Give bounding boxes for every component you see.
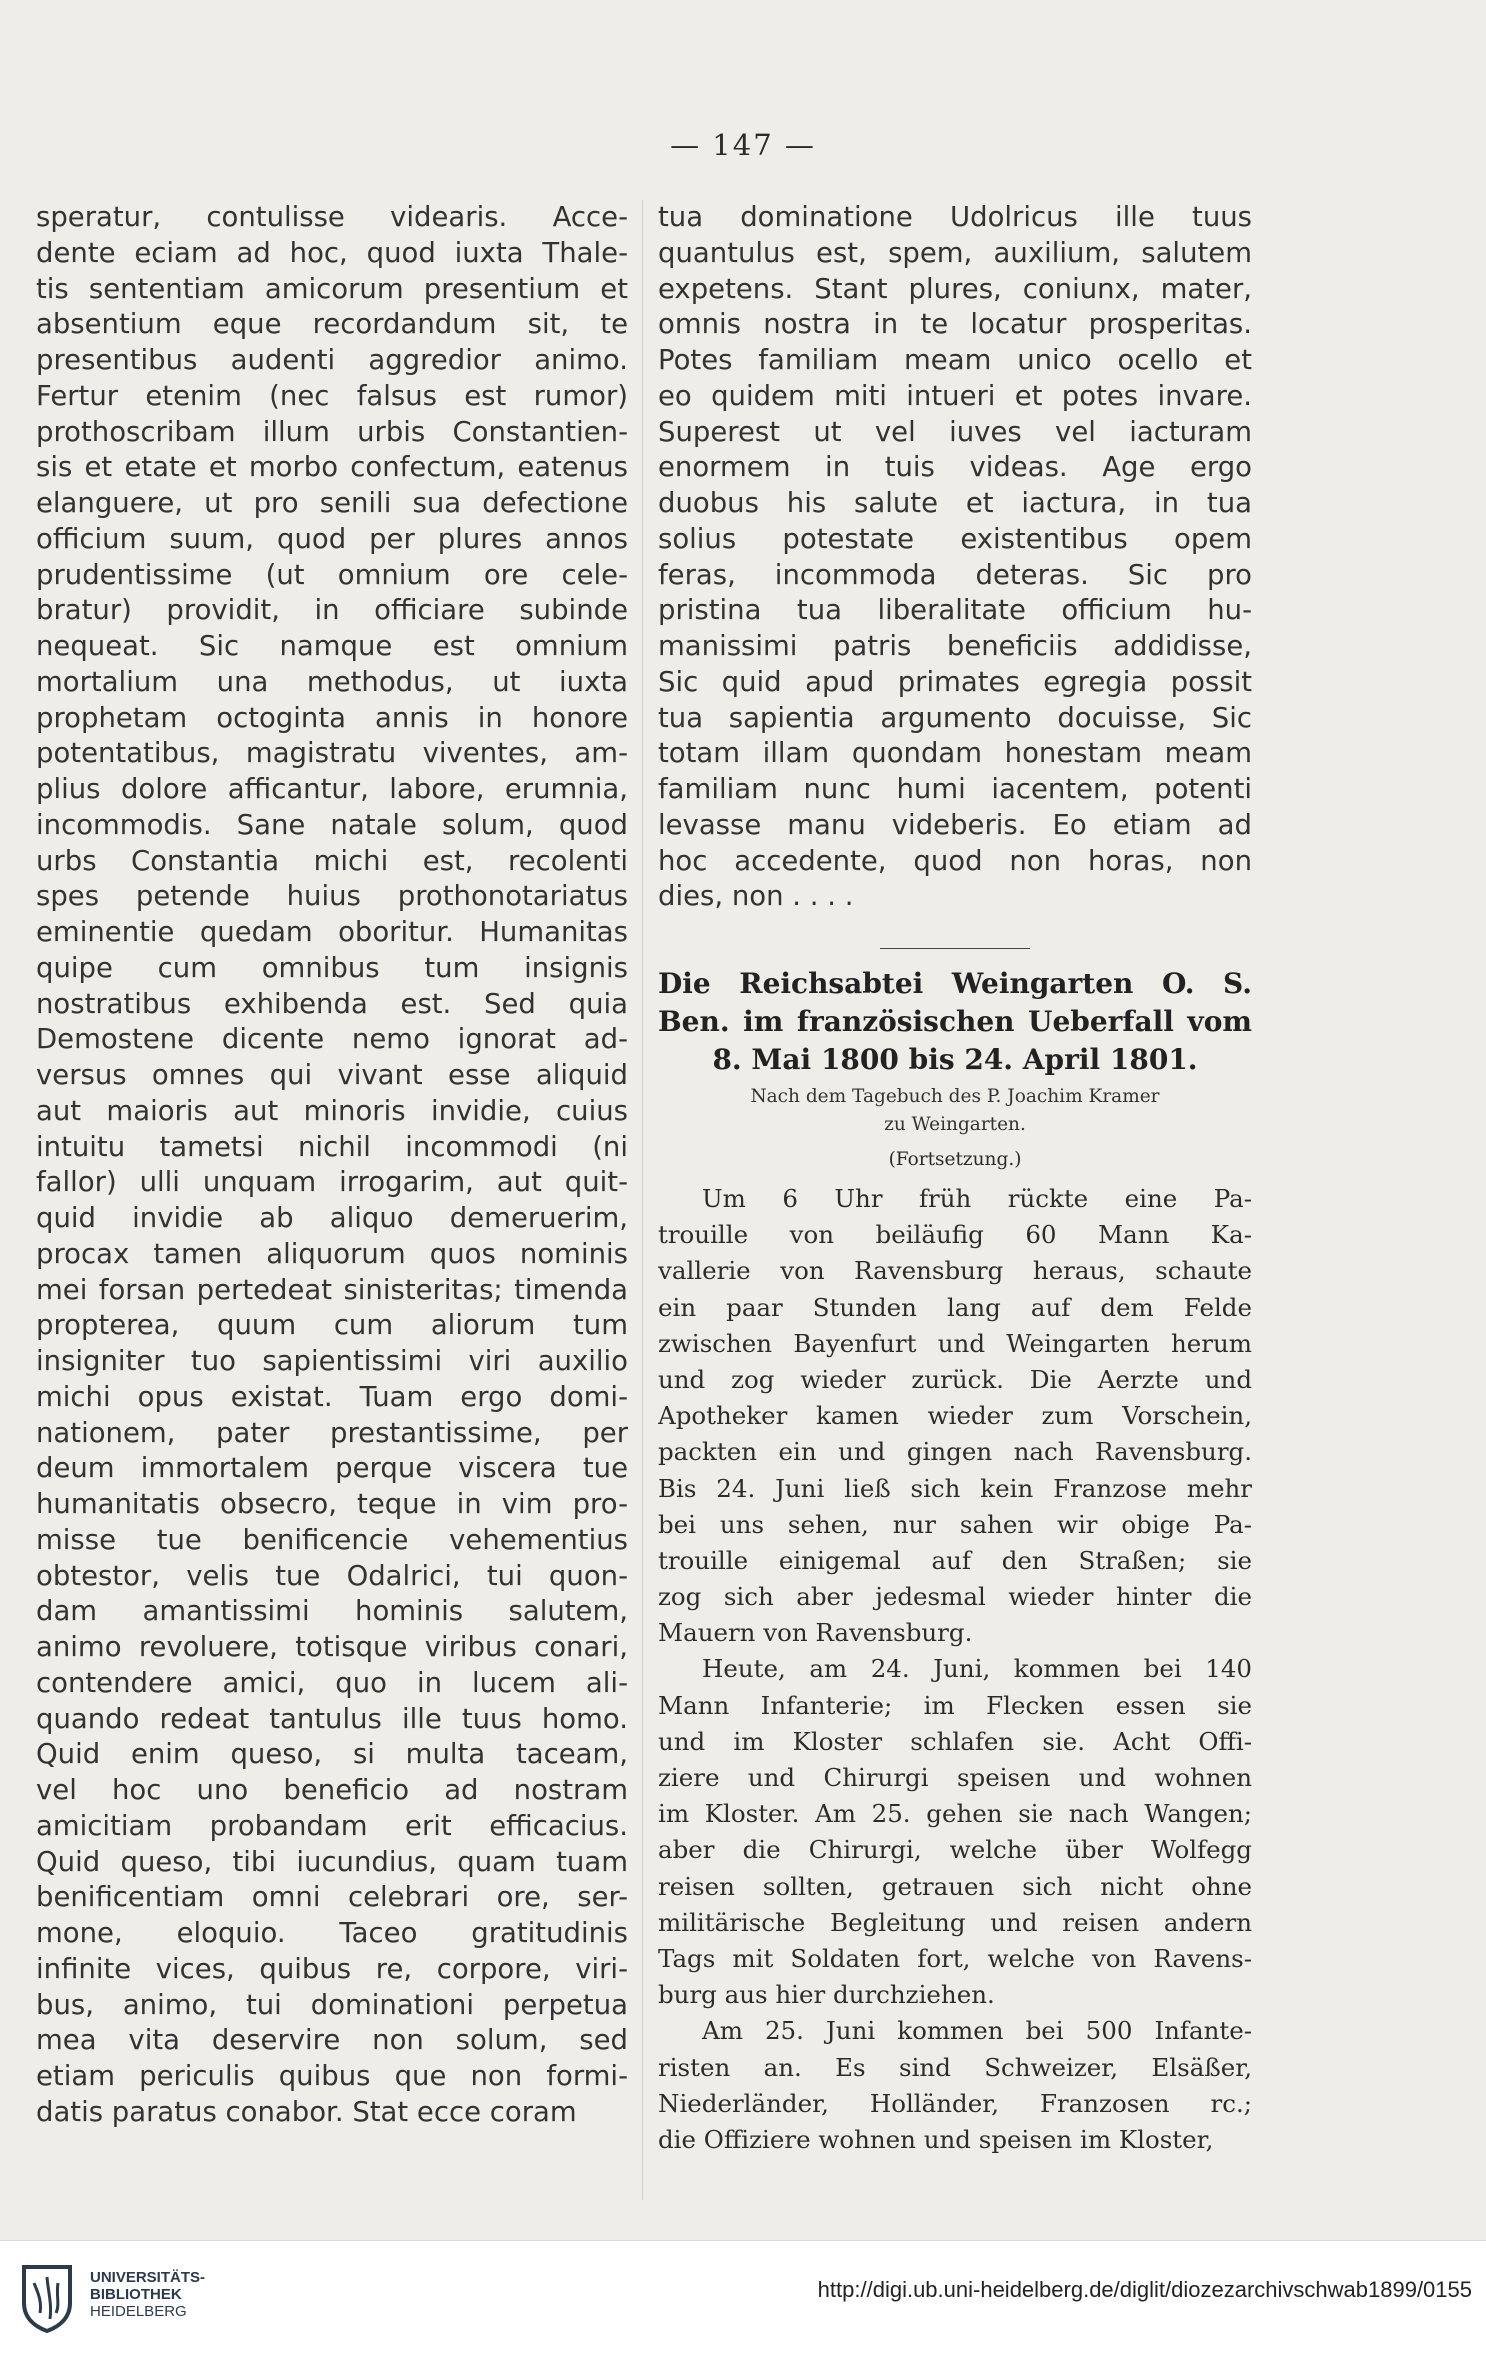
page-number: — 147 — bbox=[670, 128, 816, 162]
text-line: insigniter tuo sapientissimi viri auxilio bbox=[36, 1345, 628, 1377]
text-line: nostratibus exhibenda est. Sed quia bbox=[36, 987, 628, 1020]
text-line: mone, eloquio. Taceo gratitudinis bbox=[36, 1917, 628, 1949]
text-line: misse tue benificencie vehementius bbox=[36, 1523, 628, 1556]
text-line: manissimi patris beneficiis addidisse, bbox=[658, 630, 1252, 662]
text-line: infinite vices, quibus re, corpore, viri- bbox=[36, 1952, 628, 1985]
text-line: tua sapientia argumento docuisse, Sic bbox=[658, 701, 1252, 734]
text-line: nequeat. Sic namque est omnium bbox=[36, 630, 628, 662]
section-rule bbox=[880, 948, 1030, 949]
text-line: quando redeat tantulus ille tuus homo. bbox=[36, 1702, 628, 1735]
text-line: etiam periculis quibus que non formi- bbox=[36, 2060, 628, 2092]
text-line: plius dolore afficantur, labore, erumnia, bbox=[36, 773, 628, 805]
text-line: Potes familiam meam unico ocello et bbox=[658, 344, 1252, 376]
text-line: speratur, contulisse videaris. Acce- bbox=[36, 201, 628, 233]
university-logo-icon bbox=[18, 2263, 76, 2333]
text-line: nationem, pater prestantissime, per bbox=[36, 1416, 628, 1449]
text-line: ein paar Stunden lang auf dem Felde bbox=[658, 1292, 1252, 1322]
section-title bbox=[658, 965, 1252, 1079]
text-line: mortalium una methodus, ut iuxta bbox=[36, 665, 628, 698]
text-line: bei uns sehen, nur sahen wir obige Pa- bbox=[658, 1509, 1252, 1539]
text-line: versus omnes qui vivant esse aliquid bbox=[36, 1059, 628, 1091]
right-column-latin bbox=[658, 200, 1252, 915]
left-column bbox=[36, 200, 628, 2131]
text-line: officium suum, quod per plures annos bbox=[36, 522, 628, 555]
text-line: presentibus audenti aggredior animo. bbox=[36, 344, 628, 376]
text-line: familiam nunc humi iacentem, potenti bbox=[658, 773, 1252, 805]
institution-line: UNIVERSITÄTS- bbox=[90, 2269, 206, 2286]
text-line: Mauern von Ravensburg. bbox=[658, 1618, 973, 1648]
text-line: Mann Infanterie; im Flecken essen sie bbox=[658, 1690, 1252, 1720]
text-line: deum immortalem perque viscera tue bbox=[36, 1452, 628, 1485]
text-line: tua dominatione Udolricus ille tuus bbox=[658, 201, 1252, 233]
text-line: Quid queso, tibi iucundius, quam tuam bbox=[36, 1845, 628, 1878]
text-line: humanitatis obsecro, teque in vim pro- bbox=[36, 1488, 628, 1520]
text-line: und zog wieder zurück. Die Aerzte und bbox=[658, 1364, 1252, 1394]
section-title-line: Die Reichsabtei Weingarten O. S. bbox=[658, 967, 1252, 1000]
text-line: incommodis. Sane natale solum, quod bbox=[36, 808, 628, 841]
text-line: prothoscribam illum urbis Constantien- bbox=[36, 415, 628, 448]
text-line: zog sich aber jedesmal wieder hinter die bbox=[658, 1582, 1252, 1612]
text-line: intuitu tametsi nichil incommodi (ni bbox=[36, 1130, 628, 1163]
text-line: elanguere, ut pro senili sua defectione bbox=[36, 487, 628, 519]
section-title-line: 8. Mai 1800 bis 24. April 1801. bbox=[712, 1043, 1198, 1076]
text-line: Fertur etenim (nec falsus est rumor) bbox=[36, 379, 628, 412]
text-line: contendere amici, quo in lucem ali- bbox=[36, 1666, 628, 1699]
text-line: Tags mit Soldaten fort, welche von Ravens- bbox=[658, 1943, 1252, 1973]
text-line: levasse manu videberis. Eo etiam ad bbox=[658, 808, 1252, 841]
text-line: und im Kloster schlafen sie. Acht Offi- bbox=[658, 1726, 1252, 1756]
text-line: Am 25. Juni kommen bei 500 Infante- bbox=[702, 2016, 1252, 2046]
text-line: pristina tua liberalitate officium hu- bbox=[658, 594, 1252, 627]
text-line: prophetam octoginta annis in honore bbox=[36, 701, 628, 734]
text-line: eminentie quedam oboritur. Humanitas bbox=[36, 916, 628, 948]
text-line: risten an. Es sind Schweizer, Elsäßer, bbox=[658, 2052, 1252, 2082]
text-line: totam illam quondam honestam meam bbox=[658, 737, 1252, 770]
text-line: trouille von beiläufig 60 Mann Ka- bbox=[658, 1220, 1252, 1250]
text-line: urbs Constantia michi est, recolenti bbox=[36, 844, 628, 877]
text-line: dam amantissimi hominis salutem, bbox=[36, 1595, 628, 1628]
institution-name bbox=[90, 2269, 205, 2320]
text-line: hoc accedente, quod non horas, non bbox=[658, 844, 1252, 877]
text-line: amicitiam probandam erit efficacius. bbox=[36, 1809, 628, 1842]
text-line: aut maioris aut minoris invidie, cuius bbox=[36, 1094, 628, 1127]
text-line: Demostene dicente nemo ignorat ad- bbox=[36, 1023, 628, 1056]
text-line: die Offiziere wohnen und speisen im Kloster, bbox=[658, 2124, 1214, 2154]
text-line: mei forsan pertedeat sinisteritas; timenda bbox=[36, 1273, 628, 1306]
text-line: mea vita deservire non solum, sed bbox=[36, 2024, 628, 2057]
text-line: vel hoc uno beneficio ad nostram bbox=[36, 1774, 628, 1806]
text-line: zwischen Bayenfurt und Weingarten herum bbox=[658, 1328, 1252, 1358]
text-line: Superest ut vel iuves vel iacturam bbox=[658, 415, 1252, 448]
text-line: feras, incommoda deteras. Sic pro bbox=[658, 558, 1252, 591]
section-title-line: Ben. im französischen Ueberfall vom bbox=[658, 1005, 1252, 1038]
text-line: Quid enim queso, si multa taceam, bbox=[36, 1738, 628, 1771]
text-line: reisen sollten, getrauen sich nicht ohne bbox=[658, 1871, 1252, 1901]
text-line: sis et etate et morbo confectum, eatenus bbox=[36, 451, 628, 484]
text-line: quipe cum omnibus tum insignis bbox=[36, 951, 628, 984]
text-line: tis sententiam amicorum presentium et bbox=[36, 272, 628, 305]
text-line: trouille einigemal auf den Straßen; sie bbox=[658, 1545, 1252, 1575]
text-line: omnis nostra in te locatur prosperitas. bbox=[658, 308, 1252, 341]
text-line: obtestor, velis tue Odalrici, tui quon- bbox=[36, 1559, 628, 1592]
text-line: potentatibus, magistratu viventes, am- bbox=[36, 737, 628, 770]
text-line: michi opus existat. Tuam ergo domi- bbox=[36, 1380, 628, 1413]
text-line: absentium eque recordandum sit, te bbox=[36, 308, 628, 341]
text-line: propterea, quum cum aliorum tum bbox=[36, 1309, 628, 1342]
text-line: Bis 24. Juni ließ sich kein Franzose mehr bbox=[658, 1473, 1252, 1503]
text-line: datis paratus conabor. Stat ecce coram bbox=[36, 2095, 577, 2128]
text-line: dente eciam ad hoc, quod iuxta Thale- bbox=[36, 236, 628, 269]
footer-bar bbox=[0, 2240, 1486, 2355]
section-subtitle-line: Nach dem Tagebuch des P. Joachim Kramer bbox=[750, 1086, 1160, 1107]
text-line: animo revoluere, totisque viribus conari, bbox=[36, 1631, 628, 1663]
text-line: packten ein und gingen nach Ravensburg. bbox=[658, 1437, 1252, 1467]
text-line: spes petende huius prothonotariatus bbox=[36, 880, 628, 913]
text-line: Sic quid apud primates egregia possit bbox=[658, 665, 1252, 698]
section-body bbox=[658, 1181, 1252, 2158]
text-line: quantulus est, spem, auxilium, salutem bbox=[658, 236, 1252, 269]
text-line: Niederländer, Holländer, Franzosen rc.; bbox=[658, 2088, 1252, 2118]
text-line: expetens. Stant plures, coniunx, mater, bbox=[658, 272, 1252, 305]
text-line: benificentiam omni celebrari ore, ser- bbox=[36, 1881, 628, 1914]
section-weingarten bbox=[658, 965, 1252, 2158]
text-line: duobus his salute et iactura, in tua bbox=[658, 487, 1252, 519]
institution-line: HEIDELBERG bbox=[90, 2303, 187, 2320]
continuation-note: (Fortsetzung.) bbox=[888, 1149, 1022, 1170]
text-line: Um 6 Uhr früh rückte eine Pa- bbox=[702, 1184, 1252, 1213]
text-line: quid invidie ab aliquo demeruerim, bbox=[36, 1202, 628, 1234]
text-line: eo quidem miti intueri et potes invare. bbox=[658, 379, 1252, 412]
text-line: im Kloster. Am 25. gehen sie nach Wangen; bbox=[658, 1799, 1252, 1829]
text-line: enormem in tuis videas. Age ergo bbox=[658, 451, 1252, 484]
text-line: bratur) providit, in officiare subinde bbox=[36, 594, 628, 627]
text-line: fallor) ulli unquam irrogarim, aut quit- bbox=[36, 1166, 628, 1199]
column-divider bbox=[642, 200, 643, 2200]
text-line: ziere und Chirurgi speisen und wohnen bbox=[658, 1763, 1252, 1792]
source-url[interactable]: http://digi.ub.uni-heidelberg.de/diglit/diozezarchivschwab1899/0155 bbox=[817, 2277, 1472, 2302]
text-line: solius potestate existentibus opem bbox=[658, 522, 1252, 555]
institution-line: BIBLIOTHEK bbox=[90, 2286, 182, 2303]
text-line: bus, animo, tui dominationi perpetua bbox=[36, 1988, 628, 2021]
text-line: militärische Begleitung und reisen andern bbox=[658, 1907, 1252, 1937]
text-line: vallerie von Ravensburg heraus, schaute bbox=[658, 1256, 1252, 1286]
text-line: Apotheker kamen wieder zum Vorschein, bbox=[658, 1401, 1252, 1431]
section-subtitle bbox=[658, 1083, 1252, 1139]
text-line: dies, non . . . . bbox=[658, 880, 854, 913]
section-subtitle-line: zu Weingarten. bbox=[884, 1114, 1026, 1135]
text-line: Heute, am 24. Juni, kommen bei 140 bbox=[702, 1654, 1252, 1684]
text-line: prudentissime (ut omnium ore cele- bbox=[36, 558, 628, 591]
text-line: procax tamen aliquorum quos nominis bbox=[36, 1237, 628, 1270]
text-line: burg aus hier durchziehen. bbox=[658, 1980, 995, 2010]
text-line: aber die Chirurgi, welche über Wolfegg bbox=[658, 1835, 1252, 1865]
